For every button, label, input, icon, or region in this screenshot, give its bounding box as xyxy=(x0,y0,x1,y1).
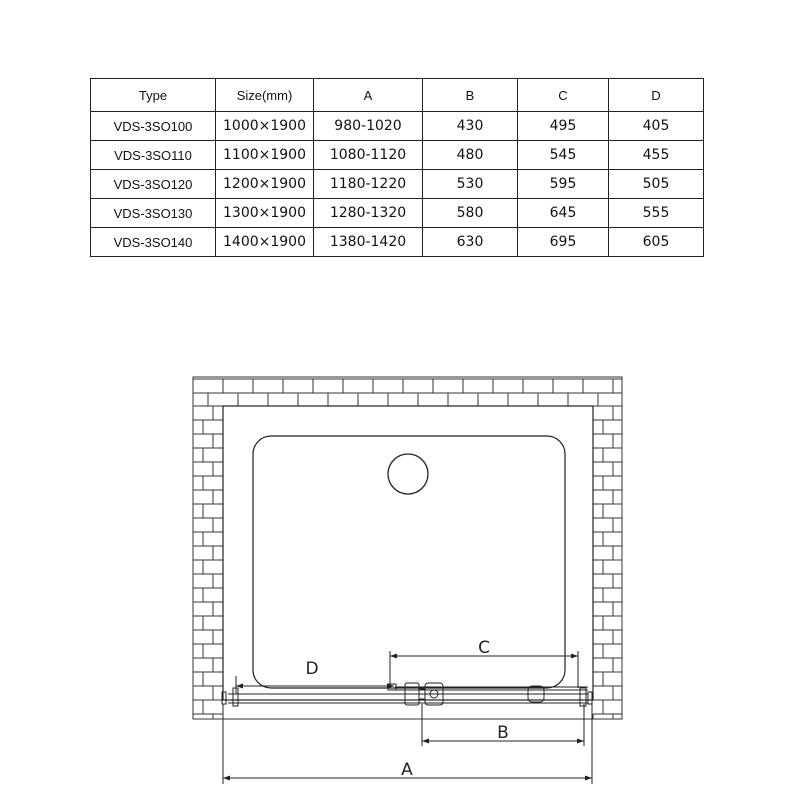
dimension-a-label: A xyxy=(401,760,413,780)
cell-type: VDS-3SO140 xyxy=(91,228,216,257)
cell-type: VDS-3SO110 xyxy=(91,141,216,170)
header-a: A xyxy=(314,79,423,112)
cell-b: 530 xyxy=(423,170,518,199)
header-b: B xyxy=(423,79,518,112)
cell-size: 1000×1900 xyxy=(216,112,314,141)
header-type: Type xyxy=(91,79,216,112)
cell-size: 1200×1900 xyxy=(216,170,314,199)
cell-d: 505 xyxy=(609,170,704,199)
cell-a: 1280-1320 xyxy=(314,199,423,228)
cell-c: 695 xyxy=(518,228,609,257)
header-d: D xyxy=(609,79,704,112)
cell-a: 980-1020 xyxy=(314,112,423,141)
cell-c: 545 xyxy=(518,141,609,170)
cell-c: 495 xyxy=(518,112,609,141)
cell-a: 1180-1220 xyxy=(314,170,423,199)
cell-a: 1380-1420 xyxy=(314,228,423,257)
cell-d: 455 xyxy=(609,141,704,170)
cell-b: 430 xyxy=(423,112,518,141)
dimension-b-label: B xyxy=(497,723,509,743)
cell-size: 1400×1900 xyxy=(216,228,314,257)
cell-d: 405 xyxy=(609,112,704,141)
cell-size: 1300×1900 xyxy=(216,199,314,228)
cell-a: 1080-1120 xyxy=(314,141,423,170)
dimension-d-label: D xyxy=(305,659,319,679)
cell-b: 480 xyxy=(423,141,518,170)
cell-type: VDS-3SO120 xyxy=(91,170,216,199)
cell-b: 580 xyxy=(423,199,518,228)
cell-c: 595 xyxy=(518,170,609,199)
cell-d: 605 xyxy=(609,228,704,257)
cell-d: 555 xyxy=(609,199,704,228)
header-size: Size(mm) xyxy=(216,79,314,112)
cell-type: VDS-3SO100 xyxy=(91,112,216,141)
dimension-c-label: C xyxy=(478,638,490,658)
cell-c: 645 xyxy=(518,199,609,228)
header-c: C xyxy=(518,79,609,112)
cell-type: VDS-3SO130 xyxy=(91,199,216,228)
cell-size: 1100×1900 xyxy=(216,141,314,170)
cell-b: 630 xyxy=(423,228,518,257)
